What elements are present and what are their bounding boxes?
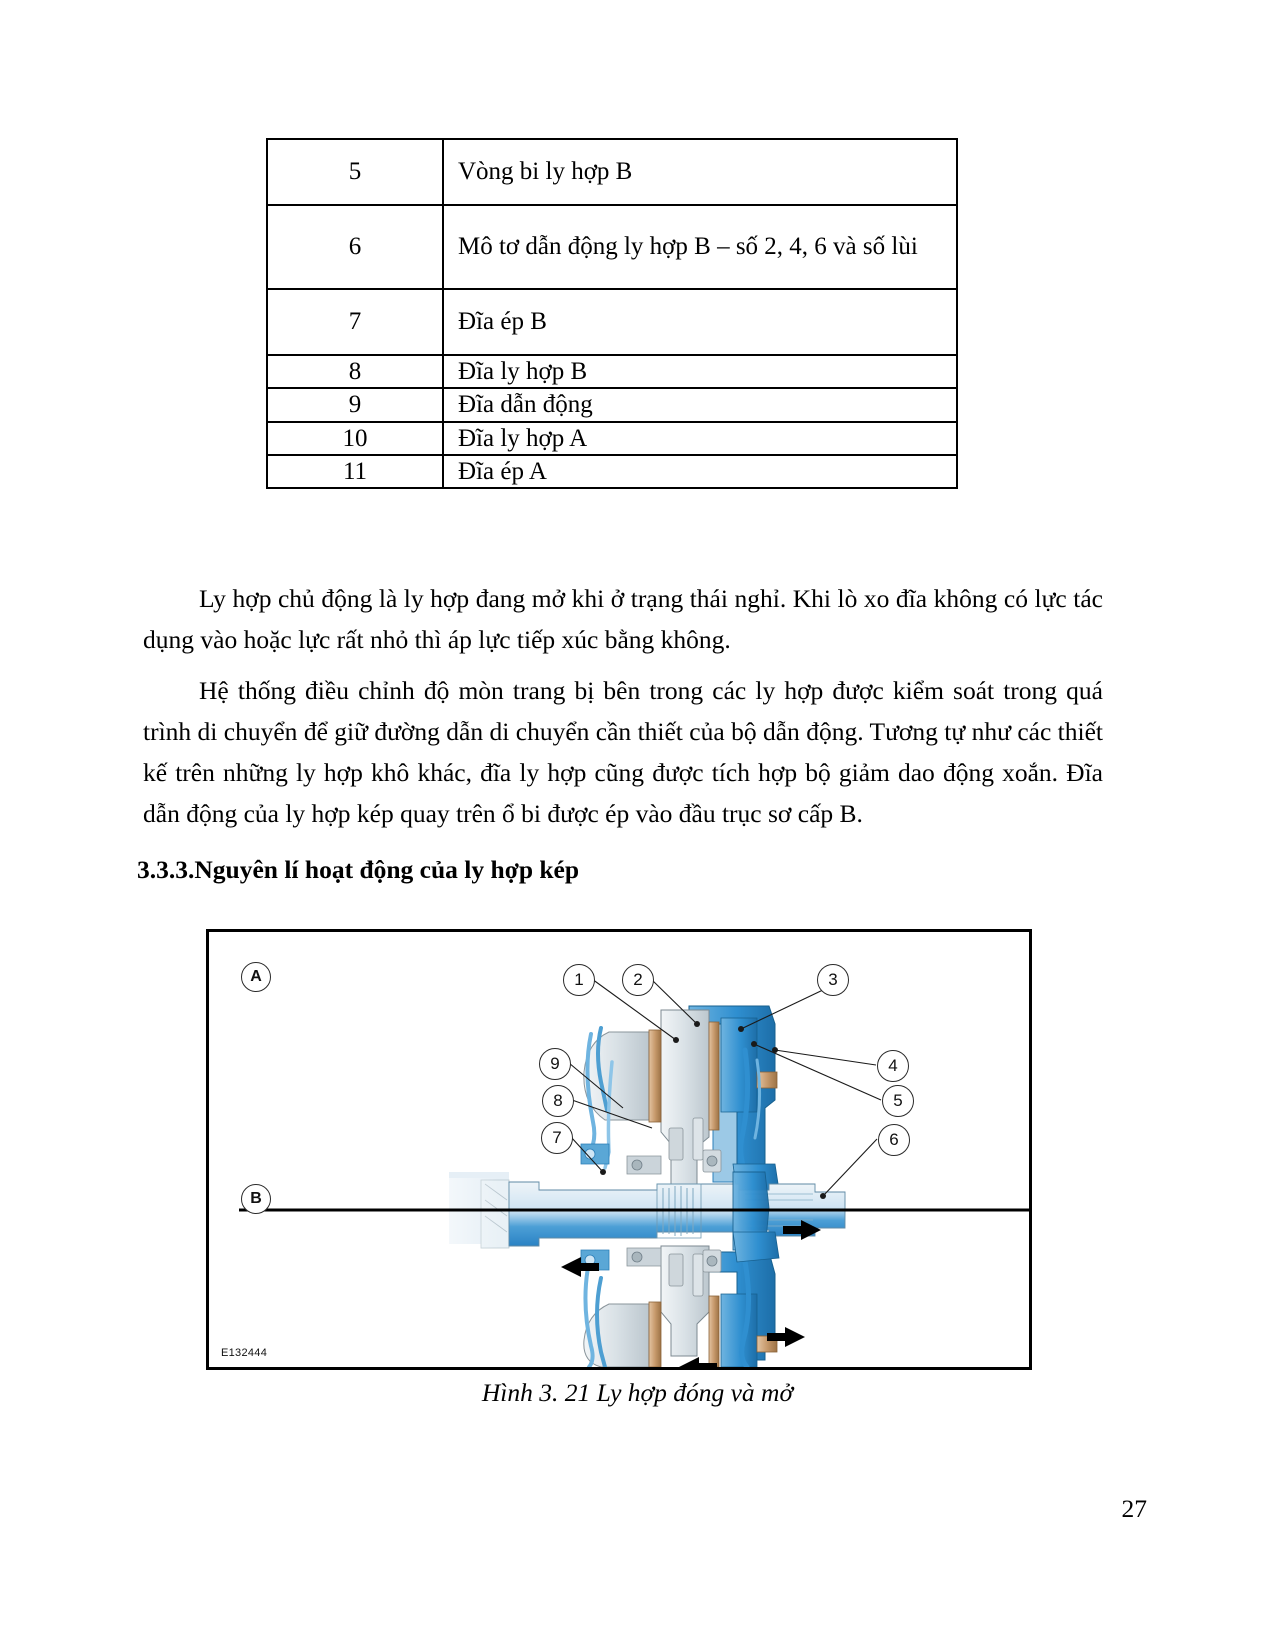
section-heading: 3.3.3.Nguyên lí hoạt động của ly hợp kép [137,855,580,884]
table-cell-number: 6 [267,205,443,289]
table-cell-number: 5 [267,139,443,205]
figure-caption: Hình 3. 21 Ly hợp đóng và mở [481,1378,794,1407]
view-label-a: A [241,962,271,992]
callout-3: 3 [817,964,849,996]
table-row [267,289,957,355]
body-paragraph: Hệ thống điều chỉnh độ mòn trang bị bên trong các ly hợp được kiểm soát trong quá trình di chuyển để giữ đường dẫn di chuyển cần thiết của bộ dẫn động. Tương tự như các thiết kế trên những ly hợp khô khác, đĩa ly hợp cũng được tích hợp bộ giảm dao động xoắn. Đĩa dẫn động của ly hợp kép quay trên ổ bi được ép vào đầu trục sơ cấp B. [143,676,1103,828]
table-row [267,422,957,455]
callout-8: 8 [542,1085,574,1117]
table-row [267,455,957,488]
callout-1: 1 [563,964,595,996]
table-row [267,139,957,205]
table-cell-description: Đĩa ép A [443,455,957,488]
view-label-b: B [241,1184,271,1214]
table-cell-description: Mô tơ dẫn động ly hợp B – số 2, 4, 6 và số lùi [443,205,957,289]
paragraph-block-1 [143,578,1103,660]
paragraph-block-2 [143,670,1103,834]
callout-7: 7 [541,1122,573,1154]
table-cell-description: Đĩa ly hợp B [443,355,957,388]
callout-5: 5 [882,1085,914,1117]
table-cell-number: 10 [267,422,443,455]
table-cell-description: Đĩa ép B [443,289,957,355]
table-cell-number: 11 [267,455,443,488]
figure-content [209,932,1029,1367]
table-cell-number: 9 [267,388,443,421]
table-row [267,355,957,388]
table-cell-description: Vòng bi ly hợp B [443,139,957,205]
table-row [267,205,957,289]
parts-table [266,138,958,489]
callout-4: 4 [877,1050,909,1082]
figure-frame [206,929,1032,1370]
clutch-assembly-lower [581,1232,779,1367]
callout-6: 6 [878,1124,910,1156]
callout-2: 2 [622,964,654,996]
page-number: 27 [1121,1494,1147,1523]
callout-9: 9 [539,1048,571,1080]
table-cell-number: 7 [267,289,443,355]
clutch-assembly-upper [581,1006,779,1194]
table-cell-number: 8 [267,355,443,388]
table-row [267,388,957,421]
figure-drawing-id: E132444 [221,1347,268,1359]
table-cell-description: Đĩa dẫn động [443,388,957,421]
body-paragraph: Ly hợp chủ động là ly hợp đang mở khi ở trạng thái nghỉ. Khi lò xo đĩa không có lực tác dụng vào hoặc lực rất nhỏ thì áp lực tiếp xúc bằng không. [143,584,1103,654]
table-cell-description: Đĩa ly hợp A [443,422,957,455]
